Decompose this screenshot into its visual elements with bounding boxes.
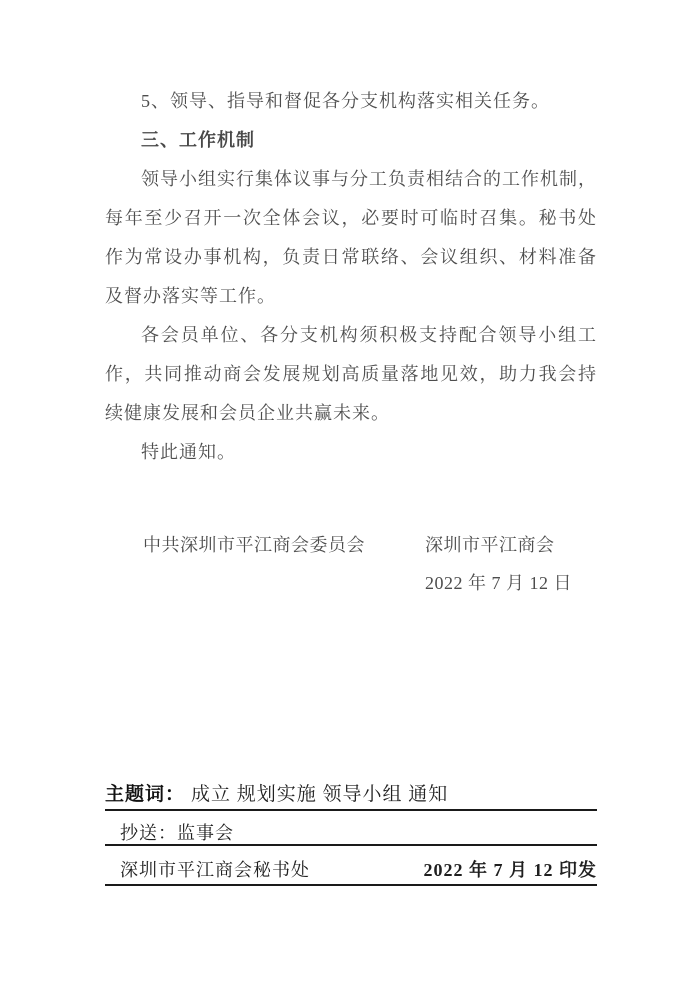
paragraph-member-support: 各会员单位、各分支机构须积极支持配合领导小组工作，共同推动商会发展规划高质量落地见效，助力我会持续健康发展和会员企业共赢未来。 [105,325,597,423]
issuer-name: 深圳市平江商会秘书处 [120,860,310,880]
subject-label: 主题词： [105,784,186,805]
cc-value: 监事会 [177,823,234,843]
footer-issuer-row [105,856,597,886]
issue-date: 2022 年 7 月 12 印发 [423,860,597,880]
footer-subject-row [105,779,597,811]
cc-label: 抄送： [120,823,177,843]
paragraph-work-mechanism: 领导小组实行集体议事与分工负责相结合的工作机制，每年至少召开一次全体会议，必要时可临时召集。秘书处作为常设办事机构，负责日常联络、会议组织、材料准备及督办落实等工作。 [105,169,597,306]
subject-keywords: 成立 规划实施 领导小组 通知 [191,784,449,805]
paragraph-hereby-notice: 特此通知。 [141,442,236,462]
document-body [105,82,597,472]
section-heading-work-mechanism: 三、工作机制 [141,130,255,150]
signature-chamber-org: 深圳市平江商会 [425,535,555,555]
paragraph-task-item-5: 5、领导、指导和督促各分支机构落实相关任务。 [141,91,550,111]
signature-party-committee: 中共深圳市平江商会委员会 [143,535,365,555]
signature-date: 2022 年 7 月 12 日 [425,573,572,593]
footer-cc-row [105,819,597,846]
